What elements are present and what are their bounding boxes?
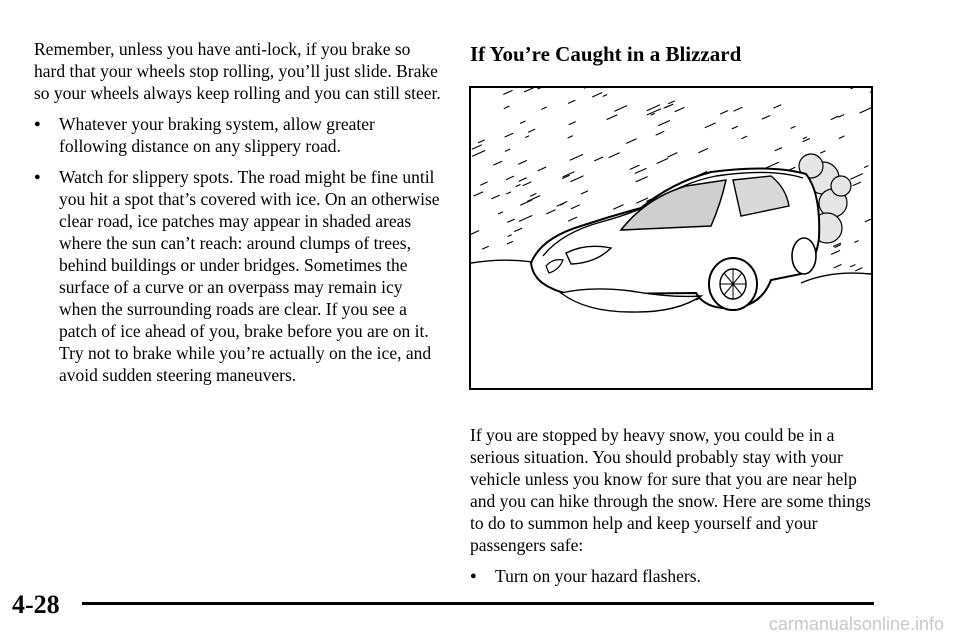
- page-number: 4-28: [12, 590, 60, 619]
- bullet-text: Watch for slippery spots. The road might be fine until you hit a spot that’s covered with ice. On an otherwise clear road, ice patches may appear in shaded areas where the sun can’t reach: around clumps of trees, behind buildings or under bridges. Sometimes the surface of a curve or an overpass may remain icy when the surrounding roads are clear. If you see a patch of ice ahead of you, brake before you are on it. Try not to brake while you’re actually on the ice, and avoid sudden steering maneuvers.: [59, 167, 440, 385]
- car-in-snow-image: [471, 88, 871, 388]
- blizzard-paragraph: If you are stopped by heavy snow, you could be in a serious situation. You should probably stay with your vehicle unless you know for sure that you are near help and you can hike through the snow. Here are some things to do to summon help and keep yourself and your passengers safe:: [470, 425, 871, 555]
- section-heading: If You’re Caught in a Blizzard: [470, 42, 742, 66]
- watermark-text: carmanualsonline.info: [768, 614, 944, 634]
- right-column: [470, 424, 880, 587]
- bullet-text: Whatever your braking system, allow greater following distance on any slippery road.: [59, 114, 375, 156]
- bullet-icon: ●: [470, 570, 477, 582]
- bullet-icon: ●: [34, 171, 41, 183]
- bullet-text: Turn on your hazard flashers.: [495, 566, 701, 586]
- left-column: [34, 38, 444, 386]
- list-item: [34, 166, 444, 386]
- intro-paragraph: Remember, unless you have anti-lock, if you brake so hard that your wheels stop rolling, you’ll just slide. Brake so your wheels always keep rolling and you can still steer.: [34, 39, 441, 103]
- list-item: [34, 113, 444, 157]
- bullet-icon: ●: [34, 118, 41, 130]
- footer-divider: [82, 602, 874, 605]
- blizzard-illustration: [469, 86, 873, 390]
- list-item: [470, 565, 880, 587]
